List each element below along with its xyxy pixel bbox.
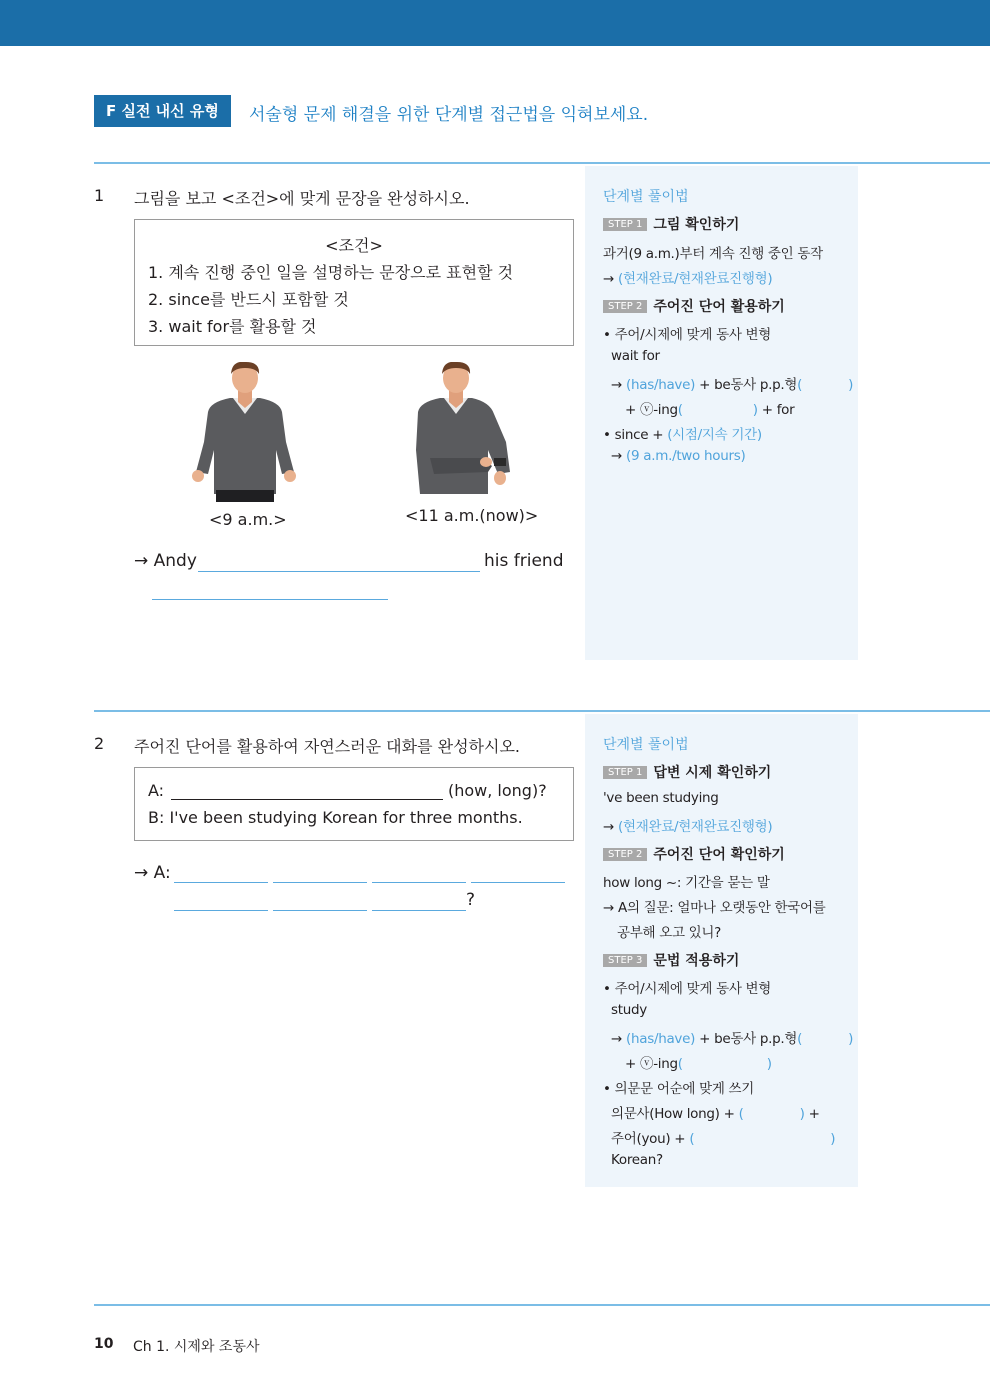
divider-q2 — [94, 710, 990, 712]
top-banner — [0, 0, 990, 46]
q2-step2: STEP 2 주어진 단어 확인하기 — [603, 844, 785, 864]
q1-panel-title: 단계별 풀이법 — [603, 189, 689, 205]
q2-s3-line3: → (has/have) + be동사 p.p.형( ) — [611, 1031, 854, 1047]
q1-caption-11am: <11 a.m.(now)> — [405, 506, 539, 525]
q1-number: 1 — [94, 186, 105, 205]
man-standing-illustration — [190, 362, 300, 504]
q1-step2-title: 주어진 단어 활용하기 — [653, 299, 785, 315]
q1-step2-badge: STEP 2 — [603, 300, 647, 313]
q2-step1: STEP 1 답변 시제 확인하기 — [603, 762, 771, 782]
divider-q1 — [94, 162, 990, 164]
q2-solution-panel — [585, 714, 858, 1187]
q1-s2-line1: • 주어/시제에 맞게 동사 변형 — [603, 327, 772, 343]
q2-answer-blank-4[interactable] — [471, 882, 565, 883]
q2-answer-blank-2[interactable] — [273, 882, 367, 883]
q1-step1 — [603, 214, 739, 234]
q2-s3-line2: study — [611, 1002, 647, 1018]
q1-s2-line4: + ⓥ-ing( ) + for — [625, 402, 795, 418]
q1-s1-line1: 과거(9 a.m.)부터 계속 진행 중인 동작 — [603, 246, 823, 262]
q2-s2-line2: → A의 질문: 얼마나 오랫동안 한국어를 — [603, 900, 826, 916]
q1-solution-panel — [585, 166, 858, 660]
q2-panel-title: 단계별 풀이법 — [603, 737, 689, 753]
q1-s2-line2: wait for — [611, 348, 660, 364]
q2-dialog-a-hint: (how, long)? — [448, 781, 547, 800]
q1-answer-blank-2[interactable] — [152, 599, 388, 600]
q1-step2 — [603, 296, 785, 316]
q2-answer-prefix: → A: — [134, 863, 171, 883]
q1-prompt: 그림을 보고 <조건>에 맞게 문장을 완성하시오. — [134, 189, 470, 208]
q2-s3-line4: + ⓥ-ing( ) — [625, 1056, 772, 1072]
q1-s1-line2: → (현재완료/현재완료진행형) — [603, 271, 773, 287]
q2-s3-line7: 주어(you) + ( ) — [611, 1131, 836, 1147]
q2-s3-line5: • 의문문 어순에 맞게 쓰기 — [603, 1081, 755, 1097]
q2-s3-line8: Korean? — [611, 1152, 663, 1168]
q2-s3-line1: • 주어/시제에 맞게 동사 변형 — [603, 981, 772, 997]
q1-condition-1: 1. 계속 진행 중인 일을 설명하는 문장으로 표현할 것 — [148, 263, 514, 282]
q1-answer-suffix: his friend — [484, 551, 564, 571]
man-checking-watch-illustration — [410, 362, 520, 504]
q1-step1-title: 그림 확인하기 — [653, 217, 740, 233]
section-badge: F 실전 내신 유형 — [94, 95, 231, 127]
q2-s3-line6: 의문사(How long) + ( ) + — [611, 1106, 820, 1122]
divider-footer — [94, 1304, 990, 1306]
chapter-title: Ch 1. 시제와 조동사 — [133, 1339, 260, 1355]
q1-conditions-title: <조건> — [325, 236, 383, 255]
q2-step3: STEP 3 문법 적용하기 — [603, 950, 739, 970]
q2-answer-blank-1[interactable] — [174, 882, 268, 883]
q2-s1-line1: 've been studying — [603, 790, 719, 806]
q1-s2-line5: • since + (시점/지속 기간) — [603, 427, 762, 443]
q1-s2-line6: → (9 a.m./two hours) — [611, 448, 746, 464]
q2-answer-blank-3[interactable] — [372, 882, 466, 883]
q2-prompt: 주어진 단어를 활용하여 자연스러운 대화를 완성하시오. — [134, 737, 521, 756]
q2-dialog-a-label: A: — [148, 781, 165, 800]
q2-answer-blank-7[interactable] — [372, 910, 466, 911]
q2-answer-blank-5[interactable] — [174, 910, 268, 911]
q1-condition-3: 3. wait for를 활용할 것 — [148, 317, 317, 336]
page-number: 10 — [94, 1336, 114, 1352]
q1-caption-9am: <9 a.m.> — [209, 510, 287, 529]
q1-conditions-box — [134, 219, 574, 346]
q2-dialog-b: B: I've been studying Korean for three months. — [148, 808, 523, 827]
q2-dialog-box — [134, 767, 574, 841]
q1-s2-line3: → (has/have) + be동사 p.p.형( ) — [611, 377, 854, 393]
q1-step1-badge: STEP 1 — [603, 218, 647, 231]
q2-number: 2 — [94, 734, 105, 753]
q2-s2-line3: 공부해 오고 있니? — [617, 925, 722, 941]
q2-s2-line1: how long ~: 기간을 묻는 말 — [603, 875, 770, 891]
q1-answer-blank-1[interactable] — [198, 571, 480, 572]
section-subtitle: 서술형 문제 해결을 위한 단계별 접근법을 익혀보세요. — [249, 105, 649, 125]
q1-condition-2: 2. since를 반드시 포함할 것 — [148, 290, 349, 309]
q2-s1-line2: → (현재완료/현재완료진행형) — [603, 819, 773, 835]
q2-answer-end: ? — [466, 890, 476, 910]
q2-dialog-a-blank[interactable] — [171, 799, 443, 800]
q1-answer-prefix: → Andy — [134, 551, 197, 571]
q2-answer-blank-6[interactable] — [273, 910, 367, 911]
